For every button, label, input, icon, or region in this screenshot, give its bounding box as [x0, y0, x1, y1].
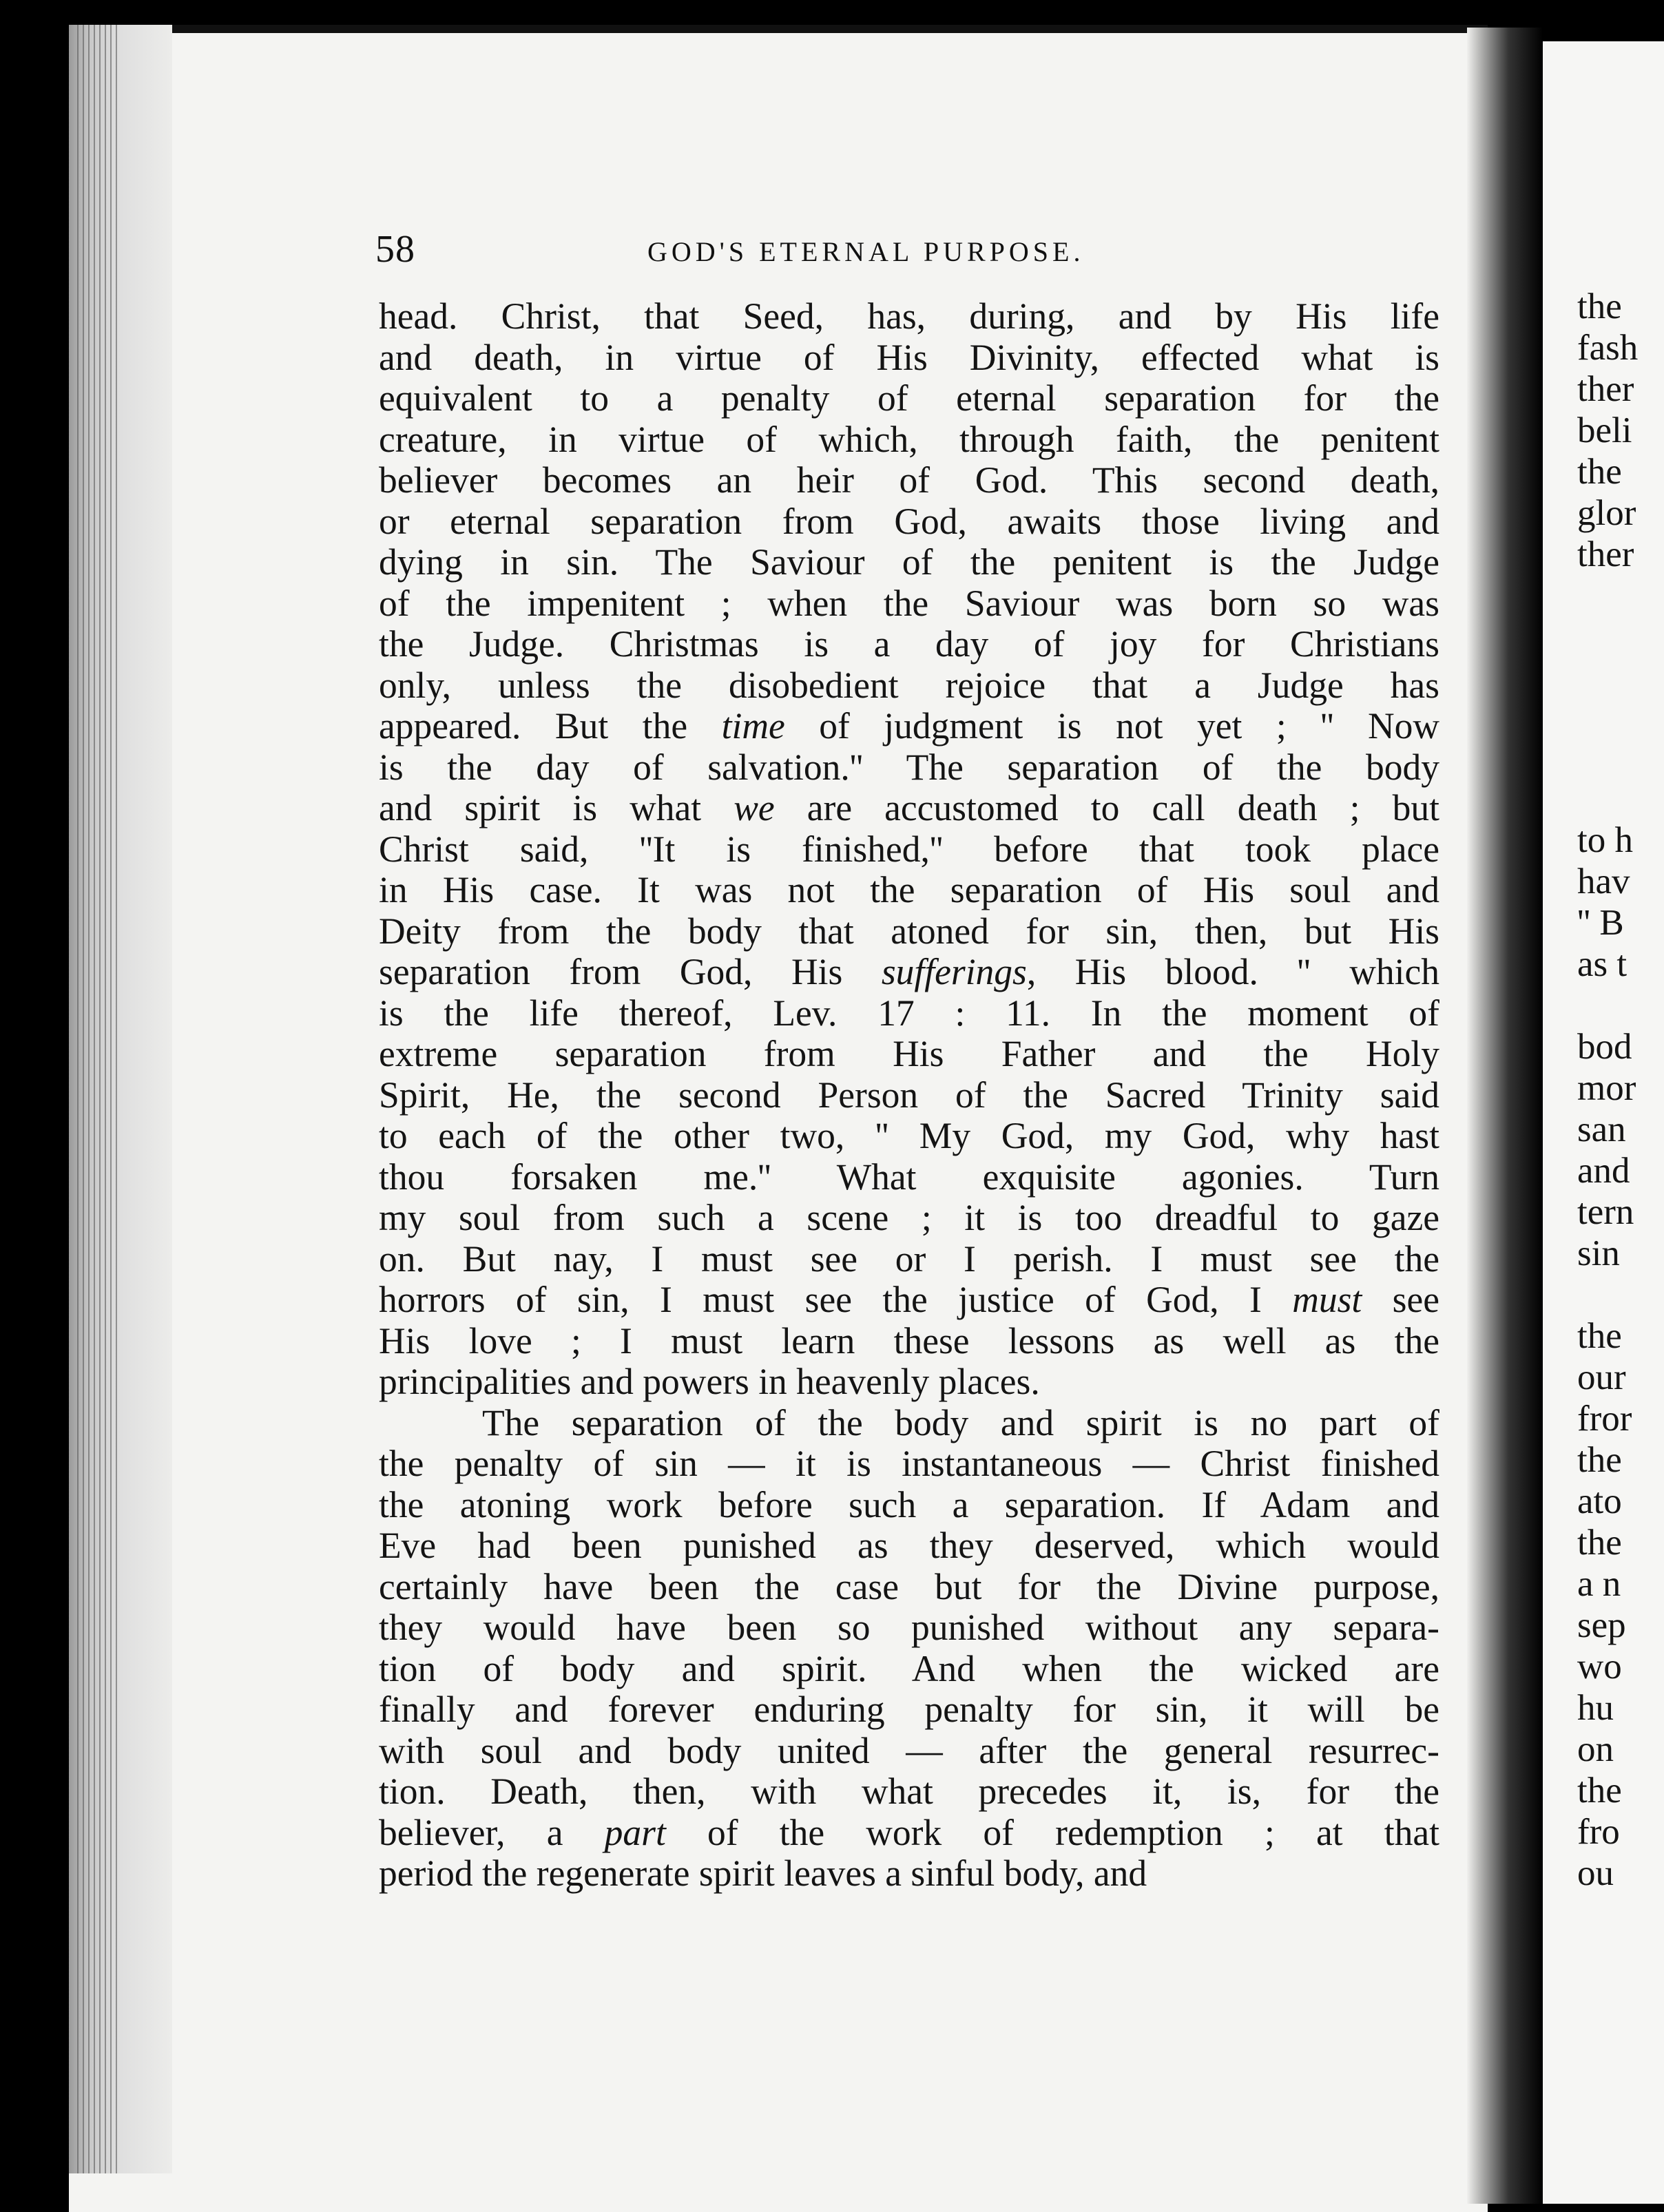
text-line: the penalty of sin — it is instantaneous — Christ finished — [379, 1443, 1439, 1484]
right-page-fragment: mor — [1577, 1068, 1636, 1108]
italic-emphasis: we — [734, 787, 775, 828]
right-page-fragment: ther — [1577, 369, 1634, 409]
text-line: thou forsaken me.'' What exquisite agonies. Turn — [379, 1156, 1439, 1198]
right-page-fragment: wo — [1577, 1647, 1622, 1687]
right-page-fragment: our — [1577, 1357, 1626, 1397]
text-line: The separation of the body and spirit is no part of — [482, 1401, 1439, 1443]
text-line: Spirit, He, the second Person of the Sacred Trinity said — [379, 1074, 1439, 1116]
right-page-fragment: glor — [1577, 493, 1636, 533]
text-line: to each of the other two, '' My God, my God, why hast — [379, 1115, 1439, 1156]
text-line: finally and forever enduring penalty for sin, it will be — [379, 1689, 1439, 1730]
text-line: principalities and powers in heavenly places. — [379, 1361, 1040, 1402]
right-page-fragment: the — [1577, 452, 1622, 492]
text-line: tion of body and spirit. And when the wicked are — [379, 1647, 1439, 1689]
text-line: only, unless the disobedient rejoice that a Judge has — [379, 664, 1439, 706]
right-page-fragment: to h — [1577, 820, 1633, 860]
text-line: my soul from such a scene ; it is too dreadful to gaze — [379, 1197, 1439, 1238]
right-page-fragment: san — [1577, 1109, 1626, 1149]
italic-emphasis: sufferings — [881, 951, 1027, 992]
text-line: Deity from the body that atoned for sin, then, but His — [379, 910, 1439, 952]
text-line: believer, a part of the work of redemption ; at that — [379, 1811, 1440, 1853]
spine-shadow — [1467, 28, 1543, 2204]
right-page-fragment: hav — [1577, 862, 1630, 901]
text-line: is the life thereof, Lev. 17 : 11. In the moment of — [379, 992, 1439, 1034]
right-page-fragment: fror — [1577, 1399, 1632, 1439]
text-line: with soul and body united — after the general resurrec- — [379, 1729, 1439, 1771]
running-title: GOD'S ETERNAL PURPOSE. — [647, 236, 1085, 267]
text-line: Eve had been punished as they deserved, which would — [379, 1525, 1439, 1566]
right-page-fragment: the — [1577, 286, 1622, 326]
text-line: is the day of salvation.'' The separation of the body — [379, 746, 1439, 788]
italic-emphasis: must — [1292, 1279, 1362, 1320]
text-line: the Judge. Christmas is a day of joy for Christians — [379, 623, 1439, 665]
page-number: 58 — [375, 228, 415, 271]
body-text — [379, 296, 1439, 1895]
text-line: of the impenitent ; when the Saviour was born so was — [379, 582, 1439, 624]
right-page-fragment: fash — [1577, 328, 1639, 368]
right-page-fragment: as t — [1577, 944, 1627, 984]
text-line: and death, in virtue of His Divinity, effected what is — [379, 336, 1439, 378]
text-line: they would have been so punished without any separa- — [379, 1607, 1439, 1648]
right-page-fragment: sin — [1577, 1233, 1620, 1273]
right-page-fragment: bod — [1577, 1027, 1632, 1067]
right-page-fragment: sep — [1577, 1605, 1626, 1645]
text-line: dying in sin. The Saviour of the penitent is the Judge — [379, 541, 1439, 583]
text-line: horrors of sin, I must see the justice of God, I must see — [379, 1279, 1439, 1320]
right-page-fragment: fro — [1577, 1812, 1620, 1852]
text-line: separation from God, His sufferings, His blood. '' which — [379, 951, 1439, 992]
right-page-fragment: tern — [1577, 1192, 1634, 1232]
text-line: and spirit is what we are accustomed to call death ; but — [379, 787, 1439, 828]
text-line: believer becomes an heir of God. This second death, — [379, 459, 1439, 501]
text-line: equivalent to a penalty of eternal separation for the — [379, 377, 1439, 419]
right-page-fragment: the — [1577, 1523, 1622, 1563]
right-page-fragment: on — [1577, 1729, 1614, 1769]
page-edges — [77, 25, 118, 2173]
text-line: on. But nay, I must see or I perish. I must see the — [379, 1238, 1439, 1280]
right-page-fragment: '' B — [1577, 903, 1624, 943]
text-line: head. Christ, that Seed, has, during, and by His life — [379, 295, 1439, 337]
right-page-fragment: ou — [1577, 1853, 1614, 1893]
italic-emphasis: time — [721, 705, 785, 747]
right-page-fragment: hu — [1577, 1688, 1614, 1728]
right-page-fragment: the — [1577, 1771, 1622, 1811]
right-page-fragment: the — [1577, 1316, 1622, 1356]
text-line: His love ; I must learn these lessons as well as the — [379, 1319, 1439, 1361]
text-line: Christ said, ''It is finished,'' before that took place — [379, 828, 1439, 870]
right-page-fragment: the — [1577, 1440, 1622, 1480]
right-page-fragment: ato — [1577, 1481, 1622, 1521]
text-line: tion. Death, then, with what precedes it, is, for the — [379, 1771, 1439, 1812]
italic-emphasis: part — [604, 1811, 666, 1853]
right-page-fragment: a n — [1577, 1564, 1621, 1604]
running-head — [375, 227, 1450, 282]
text-line: creature, in virtue of which, through faith, the penitent — [379, 418, 1439, 460]
text-line: extreme separation from His Father and the Holy — [379, 1033, 1439, 1074]
text-line: in His case. It was not the separation of His soul and — [379, 869, 1439, 910]
right-page-fragment: beli — [1577, 410, 1632, 450]
text-line: the atoning work before such a separation. If Adam and — [379, 1483, 1439, 1525]
right-page-fragment: ther — [1577, 534, 1634, 574]
right-page-fragment: and — [1577, 1151, 1630, 1191]
text-line: certainly have been the case but for the Divine purpose, — [379, 1565, 1439, 1607]
text-line: or eternal separation from God, awaits those living and — [379, 500, 1439, 542]
text-line: period the regenerate spirit leaves a sinful body, and — [379, 1853, 1147, 1894]
text-line: appeared. But the time of judgment is not yet ; '' Now — [379, 705, 1439, 747]
